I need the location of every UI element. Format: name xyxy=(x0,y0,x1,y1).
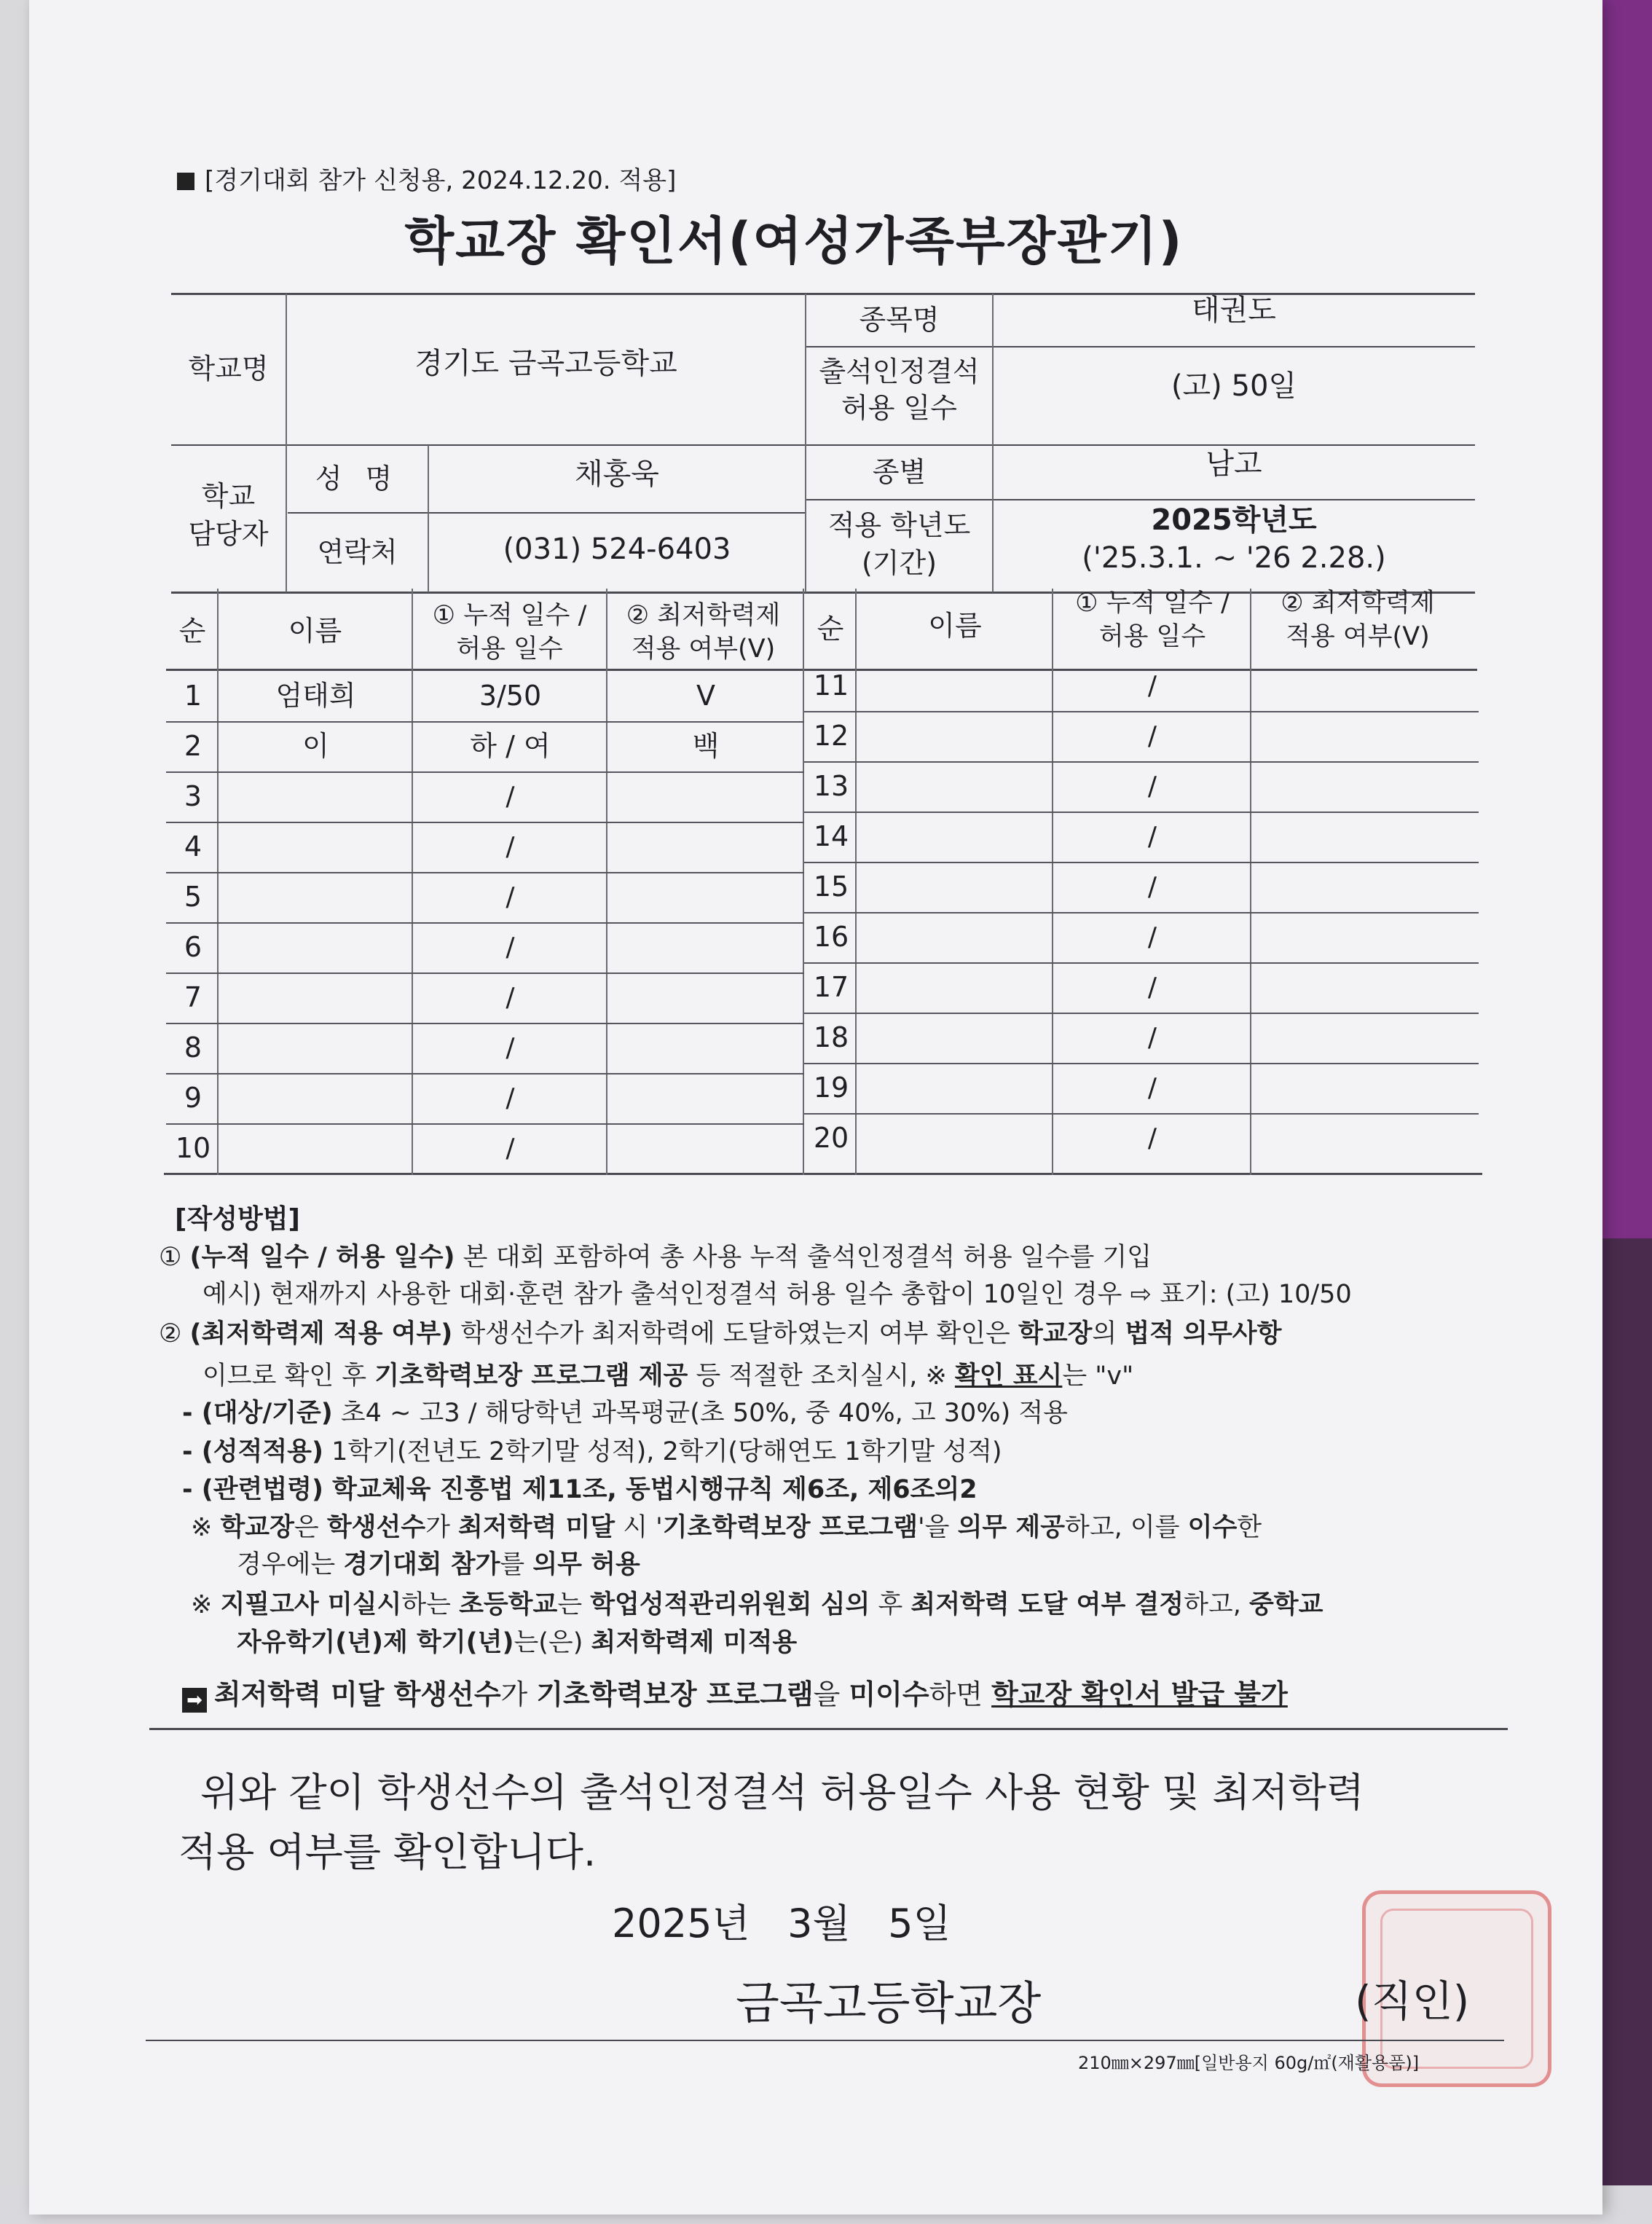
method-line-3 xyxy=(159,1317,1281,1351)
roster-right-cell-no: 14 xyxy=(813,820,849,852)
method-line-8-t3: 시 ' xyxy=(615,1513,663,1542)
seal-label: (직인) xyxy=(1355,1976,1470,2026)
roster-right-cell-min xyxy=(1251,661,1477,711)
roster-left-cell-name: 이 xyxy=(302,729,329,762)
method-line-12 xyxy=(182,1678,1288,1713)
method-line-9-b2: 의무 허용 xyxy=(532,1550,640,1579)
method-line-6 xyxy=(182,1435,1002,1469)
roster-left-cell-days: / xyxy=(506,983,515,1013)
method-title: [작성방법] xyxy=(175,1204,301,1234)
method-line-10-t1: 하는 xyxy=(401,1590,460,1619)
roster-right-cell-days: / xyxy=(1147,1073,1157,1103)
roster-right-cell-days: / xyxy=(1147,872,1157,902)
roster-left-cell-no: 3 xyxy=(184,779,202,812)
method-line-8-b1: 학교장 xyxy=(220,1513,294,1542)
roster-left-cell-days: / xyxy=(506,932,515,962)
method-line-8-b5: 의무 제공 xyxy=(957,1513,1066,1542)
section-divider xyxy=(149,1728,1508,1730)
method-line-1 xyxy=(159,1241,1152,1274)
roster-left-cell-no: 7 xyxy=(184,981,202,1013)
roster-left-cell-days: / xyxy=(506,832,515,862)
roster-left-cell-min xyxy=(607,972,804,1023)
roster-right-cell-min xyxy=(1251,962,1477,1013)
event-value: 태권도 xyxy=(1192,293,1276,327)
method-line-5 xyxy=(182,1396,1068,1430)
roster-left-cell-no: 5 xyxy=(184,880,202,913)
method-line-10-b5: 중학교 xyxy=(1248,1590,1323,1619)
roster-right-cell-min xyxy=(1251,862,1477,912)
roster-right-cell-name xyxy=(857,1063,1053,1113)
roster-left-cell-min: V xyxy=(696,679,715,712)
manager-label-line1: 학교 xyxy=(201,480,256,512)
roster-right-cell-no: 18 xyxy=(813,1021,849,1053)
method-line-11-t1: 는(은) xyxy=(514,1628,591,1657)
method-line-2: 예시) 현재까지 사용한 대회·훈련 참가 출석인정결석 허용 일수 총합이 10일인 경우 ⇨ 표기: (고) 10/50 xyxy=(202,1280,1352,1309)
method-line-7-bold: - (관련법령) xyxy=(182,1475,323,1504)
method-line-11-b1: 자유학기(년)제 학기(년) xyxy=(237,1628,514,1657)
gender-label: 종별 xyxy=(872,455,927,488)
roster-right-cell-name xyxy=(857,1013,1053,1063)
method-line-7 xyxy=(182,1473,978,1506)
method-line-12-underline: 학교장 확인서 발급 불가 xyxy=(991,1678,1288,1710)
year-value xyxy=(994,501,1474,577)
roster-left-cell-no: 10 xyxy=(175,1131,211,1164)
method-line-12-t1: 가 xyxy=(500,1678,537,1710)
roster-left-cell-min xyxy=(607,1123,804,1174)
method-line-10-t4: 하고, xyxy=(1184,1590,1249,1619)
method-line-8-t2: 가 xyxy=(425,1513,459,1542)
method-line-11-b2: 최저학력제 미적용 xyxy=(591,1628,798,1657)
roster-left-cell-min: 백 xyxy=(692,729,720,762)
method-line-1-bold: (누적 일수 / 허용 일수) xyxy=(189,1243,455,1272)
method-line-12-t3: 하면 xyxy=(929,1678,992,1710)
name-value: 채홍욱 xyxy=(575,457,659,491)
method-line-12-t2: 을 xyxy=(813,1678,849,1710)
footer-divider xyxy=(146,2040,1504,2041)
method-line-11 xyxy=(237,1626,797,1659)
roster-right-cell-days: / xyxy=(1147,822,1157,852)
roster-right-cell-days: / xyxy=(1147,922,1157,952)
method-line-8-mark: ※ xyxy=(191,1513,221,1542)
method-line-3-bold2: 학교장 xyxy=(1018,1319,1093,1348)
method-line-7-text: 학교체육 진흥법 제11조, 동법시행규칙 제6조, 제6조의2 xyxy=(323,1475,978,1504)
method-line-6-text: 1학기(전년도 2학기말 성적), 2학기(당해연도 1학기말 성적) xyxy=(323,1437,1002,1466)
roster-header-days-left xyxy=(413,599,606,666)
roster-left-cell-min xyxy=(607,1023,804,1073)
roster-left-cell-min xyxy=(607,822,804,872)
method-line-8-t5: 하고, 이를 xyxy=(1065,1513,1188,1542)
method-line-6-bold: - (성적적용) xyxy=(182,1437,323,1466)
roster-right-cell-no: 11 xyxy=(813,669,849,702)
method-line-5-text: 초4 ~ 고3 / 해당학년 과목평균(초 50%, 중 40%, 고 30%) 적용 xyxy=(332,1399,1068,1428)
method-line-12-b3: 미이수 xyxy=(849,1678,929,1710)
roster-left-cell-name xyxy=(219,822,413,872)
roster-left-cell-name xyxy=(219,972,413,1023)
roster-left-cell-name xyxy=(219,1023,413,1073)
method-line-8-t1: 은 xyxy=(294,1513,327,1542)
method-line-8-b2: 학생선수 xyxy=(326,1513,426,1542)
method-line-9-t1: 경우에는 xyxy=(237,1550,344,1579)
confirm-line-1: 위와 같이 학생선수의 출석인정결석 허용일수 사용 현황 및 최저학력 xyxy=(200,1769,1364,1815)
roster-right-cell-min xyxy=(1251,761,1477,812)
roster-right-cell-min xyxy=(1251,812,1477,862)
roster-header-days-right-line1: ① 누적 일수 / xyxy=(1075,589,1230,618)
contact-value: (031) 524-6403 xyxy=(503,532,731,566)
year-label xyxy=(806,506,992,582)
roster-left-cell-name xyxy=(219,872,413,922)
roster-header-min-left-line1: ② 최저학력제 xyxy=(626,601,781,630)
year-label-line1: 적용 학년도 xyxy=(827,509,971,541)
roster-header-days-right-line2: 허용 일수 xyxy=(1098,622,1206,651)
roster-right-cell-days: / xyxy=(1147,1023,1157,1053)
school-value: 경기도 금곡고등학교 xyxy=(414,347,677,380)
paper-spec: 210㎜×297㎜[일반용지 60g/㎡(재활용품)] xyxy=(1078,2053,1420,2073)
method-line-10-mark: ※ xyxy=(191,1590,221,1619)
roster-right-cell-no: 15 xyxy=(813,870,849,903)
document-title: 학교장 확인서(여성가족부장관기) xyxy=(404,211,1184,271)
info-row-divider-right-1 xyxy=(805,346,1475,347)
roster-right-cell-min xyxy=(1251,711,1477,761)
method-line-1-text: 본 대회 포함하여 총 사용 누적 출석인정결석 허용 일수를 기입 xyxy=(455,1243,1152,1272)
method-line-10-t2: 는 xyxy=(557,1590,591,1619)
roster-right-cell-min xyxy=(1251,1113,1477,1163)
year-value-line1: 2025학년도 xyxy=(1151,503,1317,537)
manager-label xyxy=(171,477,286,553)
method-line-10-t3: 후 xyxy=(870,1590,911,1619)
roster-right-cell-days: / xyxy=(1147,721,1157,751)
roster-left-cell-no: 4 xyxy=(184,830,202,863)
year-value-line2: ('25.3.1. ~ '26 2.28.) xyxy=(1082,541,1386,575)
roster-right-cell-name xyxy=(857,711,1053,761)
method-mark-1: ① xyxy=(159,1243,182,1272)
roster-header-name-right: 이름 xyxy=(928,609,982,642)
roster-header-min-left xyxy=(607,599,799,666)
roster-left-cell-name xyxy=(219,1073,413,1123)
confirm-date: 2025년 3월 5일 xyxy=(612,1901,951,1946)
roster-left-cell-min xyxy=(607,771,804,822)
roster-left-cell-days: / xyxy=(506,1133,515,1163)
roster-left-cell-days: 하 / 여 xyxy=(470,729,551,762)
roster-right-cell-min xyxy=(1251,912,1477,962)
roster-left-cell-days: / xyxy=(506,1083,515,1113)
method-line-8-b6: 이수 xyxy=(1187,1513,1238,1542)
square-bullet-icon xyxy=(177,173,194,190)
roster-left-cell-days: / xyxy=(506,882,515,912)
method-line-3-text: 학생선수가 최저학력에 도달하였는지 여부 확인은 xyxy=(452,1319,1018,1348)
roster-right-cell-no: 16 xyxy=(813,920,849,953)
roster-right-cell-name xyxy=(857,1113,1053,1163)
method-line-4-text: 이므로 확인 후 xyxy=(202,1361,375,1391)
method-line-4-text2: 등 적절한 조치실시, ※ xyxy=(688,1361,955,1391)
method-line-9 xyxy=(237,1548,640,1581)
roster-left-cell-no: 2 xyxy=(184,729,202,762)
allowed-label xyxy=(806,353,992,426)
roster-left-cell-days: / xyxy=(506,1033,515,1063)
method-line-8-b3: 최저학력 미달 xyxy=(458,1513,615,1542)
arrow-box-icon: ➡ xyxy=(182,1688,207,1713)
method-line-10-b4: 최저학력 도달 여부 결정 xyxy=(910,1590,1184,1619)
roster-left-cell-days: 3/50 xyxy=(479,679,542,712)
year-label-line2: (기간) xyxy=(861,547,937,579)
roster-header-no-left: 순 xyxy=(178,614,206,647)
manager-label-line2: 담당자 xyxy=(188,518,269,550)
roster-right-cell-name xyxy=(857,912,1053,962)
allowed-value: (고) 50일 xyxy=(1171,369,1297,403)
roster-left-cell-name xyxy=(219,1123,413,1174)
roster-header-days-left-line1: ① 누적 일수 / xyxy=(432,601,587,630)
roster-left-cell-name xyxy=(219,771,413,822)
roster-right-cell-min xyxy=(1251,1013,1477,1063)
method-line-12-b2: 기초학력보장 프로그램 xyxy=(536,1678,814,1710)
allowed-label-line2: 허용 일수 xyxy=(841,392,957,424)
document-page xyxy=(29,0,1602,2215)
method-line-8-b4: 기초학력보장 프로그램 xyxy=(662,1513,919,1542)
roster-left-cell-days: / xyxy=(506,782,515,812)
roster-right-cell-no: 19 xyxy=(813,1071,849,1104)
method-line-4-underline: 확인 표시 xyxy=(954,1361,1063,1391)
roster-right-cell-days: / xyxy=(1147,671,1157,701)
method-line-10-b1: 지필고사 미실시 xyxy=(220,1590,402,1619)
gender-value: 남고 xyxy=(1205,447,1262,481)
method-line-12-b1: 최저학력 미달 학생선수 xyxy=(214,1678,501,1710)
confirm-line-2: 적용 여부를 확인합니다. xyxy=(178,1829,597,1875)
method-line-3-text2: 의 xyxy=(1092,1319,1125,1348)
roster-right-cell-name xyxy=(857,761,1053,812)
method-line-8-t6: 한 xyxy=(1237,1513,1262,1542)
method-line-10 xyxy=(191,1588,1323,1622)
roster-left-cell-no: 9 xyxy=(184,1081,202,1114)
method-line-3-bold: (최저학력제 적용 여부) xyxy=(189,1319,453,1348)
name-label: 성 명 xyxy=(315,462,400,495)
header-note xyxy=(177,160,676,196)
roster-left-cell-min xyxy=(607,922,804,972)
roster-right-cell-name xyxy=(857,862,1053,912)
header-note-text: [경기대회 참가 신청용, 2024.12.20. 적용] xyxy=(205,166,677,195)
roster-left-cell-no: 8 xyxy=(184,1031,202,1064)
roster-header-min-right-line2: 적용 여부(V) xyxy=(1286,622,1430,651)
roster-left-cell-no: 1 xyxy=(184,679,202,712)
info-row-divider-right-2 xyxy=(805,499,1475,500)
roster-right-cell-min xyxy=(1251,1063,1477,1113)
method-line-5-bold: - (대상/기준) xyxy=(182,1399,333,1428)
roster-left-cell-min xyxy=(607,1073,804,1123)
roster-right-cell-name xyxy=(857,812,1053,862)
method-line-4 xyxy=(202,1359,1133,1393)
roster-right-cell-days: / xyxy=(1147,972,1157,1002)
roster-right-cell-name xyxy=(857,962,1053,1013)
roster-header-min-left-line2: 적용 여부(V) xyxy=(631,634,776,664)
roster-right-cell-no: 13 xyxy=(813,769,849,802)
roster-header-days-left-line2: 허용 일수 xyxy=(456,634,563,664)
roster-left-cell-name xyxy=(219,922,413,972)
roster-header-name-left: 이름 xyxy=(288,614,342,647)
method-line-8-t4: '을 xyxy=(918,1513,958,1542)
method-line-4-bold: 기초학력보장 프로그램 제공 xyxy=(374,1361,688,1391)
roster-left-cell-no: 6 xyxy=(184,930,202,963)
roster-right-cell-no: 20 xyxy=(813,1121,849,1154)
event-label: 종목명 xyxy=(859,303,940,336)
contact-label: 연락처 xyxy=(317,535,398,568)
roster-header-min-right xyxy=(1252,586,1463,653)
method-line-9-b1: 경기대회 참가 xyxy=(343,1550,500,1579)
roster-header-days-right xyxy=(1054,586,1251,653)
method-mark-2: ② xyxy=(159,1319,182,1348)
school-label: 학교명 xyxy=(188,353,269,385)
roster-right-cell-no: 12 xyxy=(813,719,849,752)
roster-header-min-right-line1: ② 최저학력제 xyxy=(1281,589,1435,618)
roster-right-cell-no: 17 xyxy=(813,970,849,1003)
method-line-4-text3: 는 "v" xyxy=(1062,1361,1134,1391)
roster-right-cell-days: / xyxy=(1147,1123,1157,1153)
method-line-3-bold3: 법적 의무사항 xyxy=(1125,1319,1282,1348)
principal-signature: 금곡고등학교장 xyxy=(736,1976,1042,2030)
roster-right-cell-name xyxy=(857,661,1053,711)
roster-left-cell-name: 엄태희 xyxy=(275,679,356,712)
method-line-10-b3: 학업성적관리위원회 심의 xyxy=(590,1590,870,1619)
method-line-9-t2: 를 xyxy=(500,1550,533,1579)
allowed-label-line1: 출석인정결석 xyxy=(819,355,980,388)
method-line-8 xyxy=(191,1511,1262,1544)
method-line-10-b2: 초등학교 xyxy=(459,1590,558,1619)
roster-right-cell-days: / xyxy=(1147,771,1157,801)
roster-left-cell-min xyxy=(607,872,804,922)
roster-header-no-right: 순 xyxy=(817,612,844,645)
